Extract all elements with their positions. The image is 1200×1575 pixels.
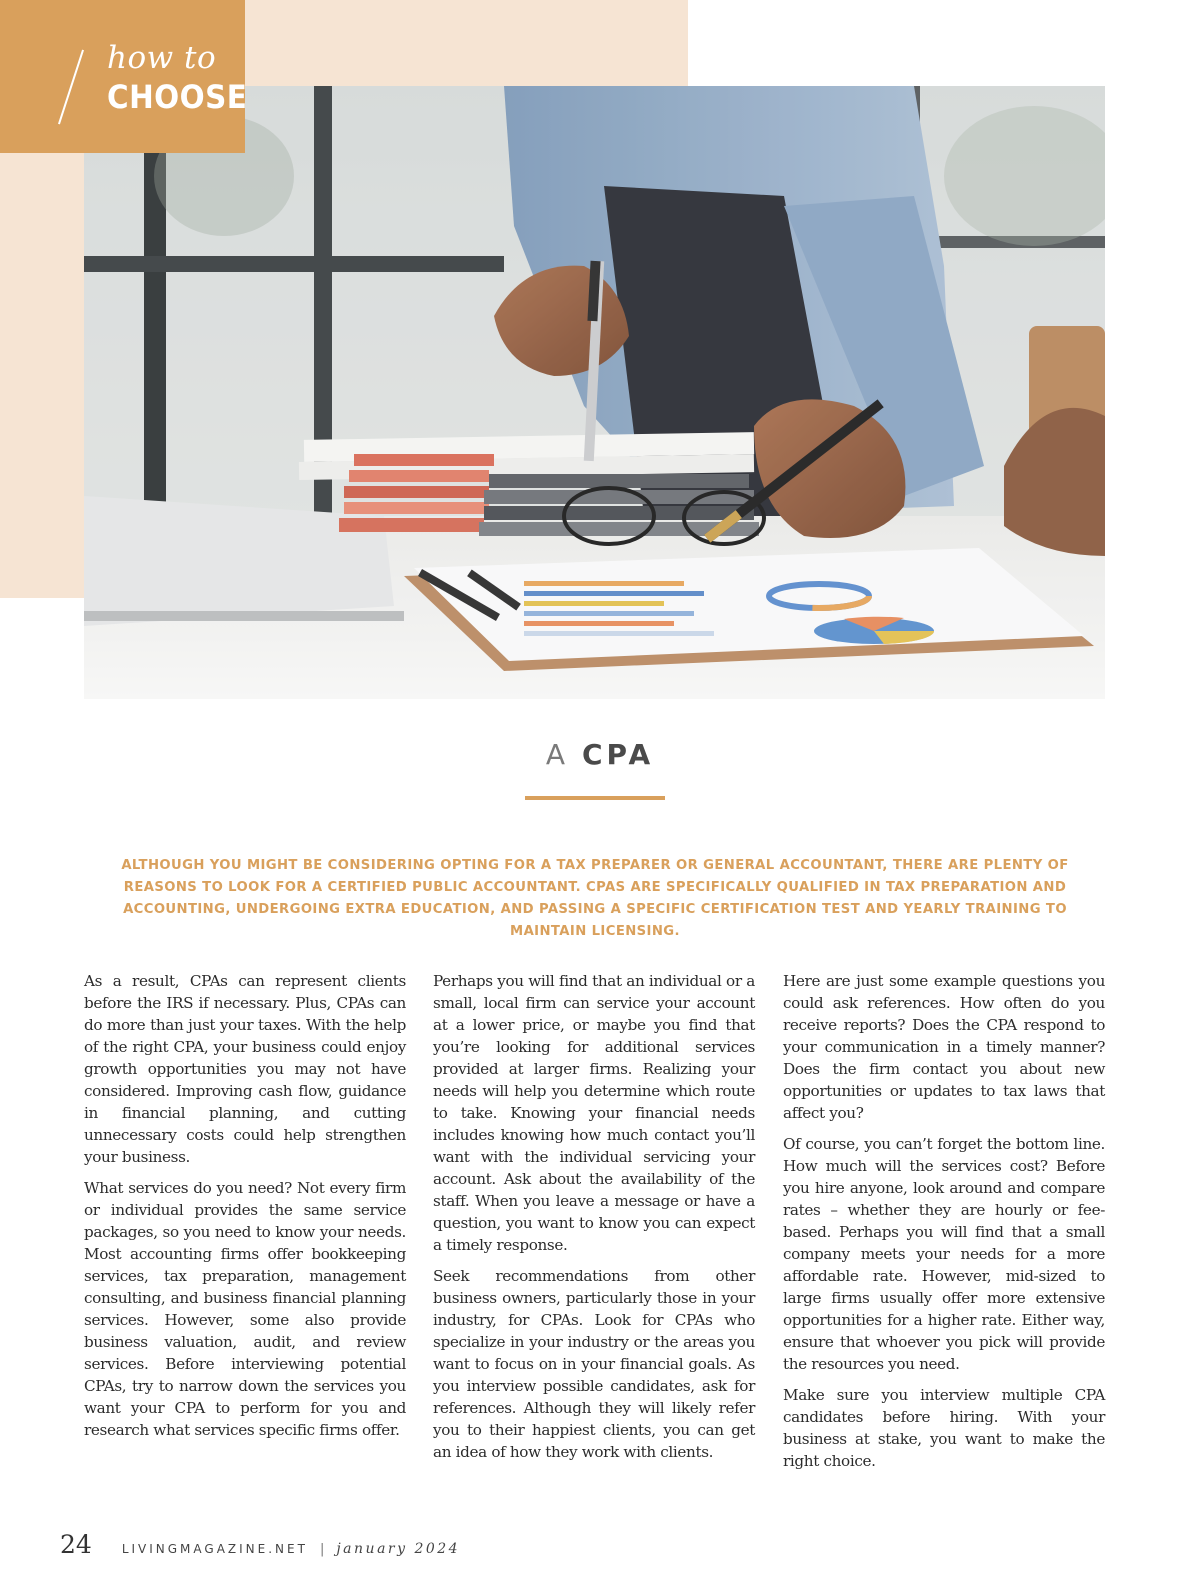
hero-photo: [84, 86, 1105, 699]
paragraph: Make sure you interview multiple CPA candidates before hiring. With your business at stake, you want to make the right choice.: [783, 1386, 1105, 1470]
paragraph: Perhaps you will find that an individual or a small, local firm can service your account at a lower price, or maybe you find that you’re looking for additional services provided at larger firms. Realizing your needs will help you determine which route to take. Knowing your financial needs includes knowing how much contact you’ll want with the individual servicing your account. Ask about the availability of the staff. When you leave a message or have a question, you want to know you can expect a timely response.: [433, 972, 755, 1254]
paragraph: Seek recommendations from other business owners, particularly those in your industry, for CPAs. Look for CPAs who specialize in your industry or the areas you want to focus on in your financial goals. As you interview possible candidates, ask for references. Although they will likely refer you to their happiest clients, you can get an idea of how they work with clients.: [433, 1267, 755, 1461]
article-headline: [0, 738, 1200, 771]
headline-prefix: A: [545, 738, 570, 771]
intro-deck: ALTHOUGH YOU MIGHT BE CONSIDERING OPTING FOR A TAX PREPARER OR GENERAL ACCOUNTANT, THERE ARE PLENTY OF REASONS TO LOOK FOR A CERTIFIED PUBLIC ACCOUNTANT. CPAS ARE SPECIFICALLY QUALIFIED IN TAX PREPARATION AND ACCOUNTING, UNDERGOING EXTRA EDUCATION, AND PASSING A SPECIFIC CERTIFICATION TEST AND YEARLY TRAINING TO MAINTAIN LICENSING.: [121, 858, 1069, 939]
paragraph: What services do you need? Not every firm or individual provides the same service packages, so you need to know your needs. Most accounting firms offer bookkeeping services, tax preparation, management consulting, and business financial planning services. However, some also provide business valuation, audit, and review services. Before interviewing potential CPAs, try to narrow down the services you want your CPA to perform for you and research what services specific firms offer.: [84, 1179, 406, 1439]
paragraph: Of course, you can’t forget the bottom line. How much will the services cost? Before you hire anyone, look around and compare rates – whether they are hourly or fee-based. Perhaps you will find that a small company meets your needs for a more affordable rate. However, mid-sized to large firms usually offer more extensive opportunities for a higher rate. Either way, ensure that whoever you pick will provide the resources you need.: [783, 1135, 1105, 1373]
section-tag-line1: how to: [107, 40, 217, 76]
site-link[interactable]: LIVINGMAGAZINE.NET: [121, 1542, 308, 1556]
page-footer: [60, 1530, 460, 1560]
headline-rule: [525, 796, 665, 800]
slash-divider: [58, 50, 84, 125]
paragraph: Here are just some example questions you could ask references. How often do you receive reports? Does the CPA respond to your communication in a timely manner? Does the firm contact you about new opportunities or updates to tax laws that affect you?: [783, 972, 1105, 1122]
section-tag: [0, 0, 248, 153]
section-tag-line2: CHOOSE: [107, 78, 248, 116]
body-column-3: [783, 970, 1105, 1481]
body-column-1: [84, 970, 406, 1450]
body-column-2: [433, 970, 755, 1472]
issue-date: january 2024: [336, 1541, 461, 1557]
paragraph: As a result, CPAs can represent clients before the IRS if necessary. Plus, CPAs can do more than just your taxes. With the help of the right CPA, your business could enjoy growth opportunities you may not have considered. Improving cash flow, guidance in financial planning, and cutting unnecessary costs could help strengthen your business.: [84, 972, 406, 1166]
page-number: 24: [60, 1530, 92, 1559]
footer-separator: |: [319, 1542, 325, 1557]
headline-main: CPA: [581, 738, 655, 771]
